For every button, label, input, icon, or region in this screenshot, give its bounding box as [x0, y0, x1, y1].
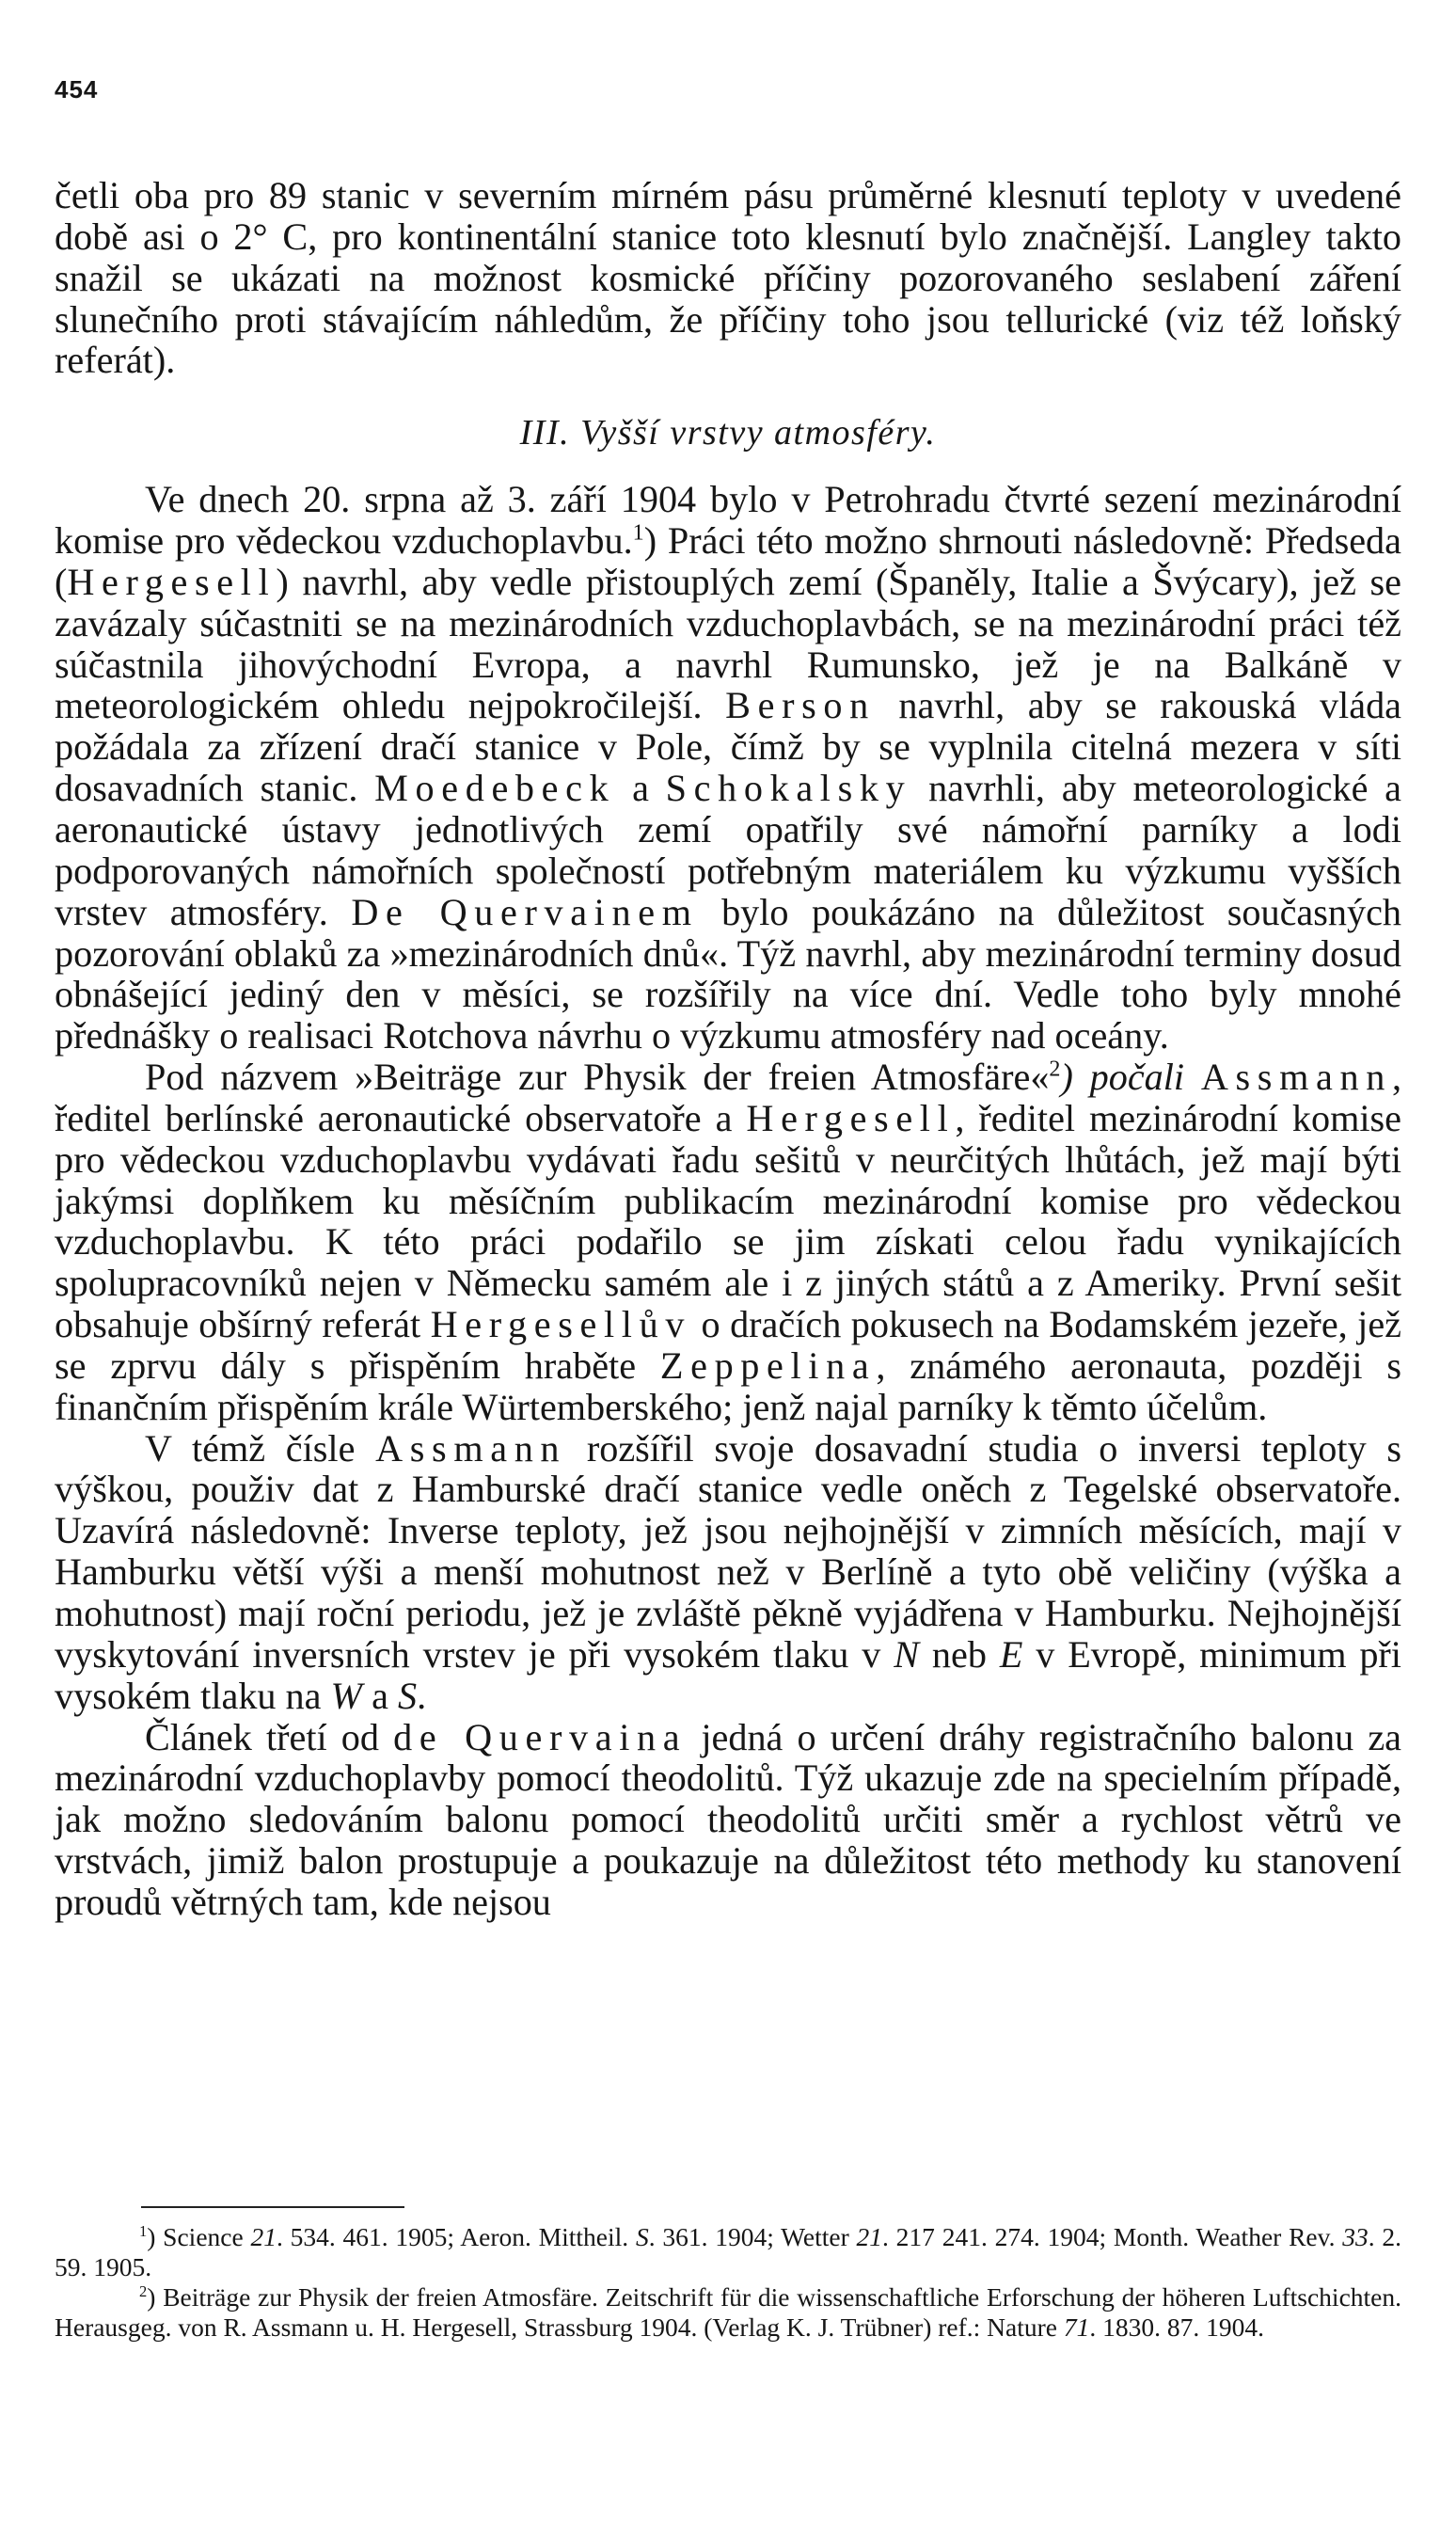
- person-name-zeppelin: Zeppelina: [659, 1343, 877, 1387]
- person-name-berson: Berson: [725, 684, 876, 727]
- person-name-hergesell-possessive: Hergesellův: [430, 1303, 692, 1346]
- text-run: navrhl, aby se rakouská vláda požádala za zřízení dračí stanice v Pole, čímž by se vyplnila citelná mezera v síti dosavadních stanic.: [55, 684, 1401, 810]
- person-name-hergesell: Hergesell: [746, 1096, 956, 1139]
- person-name-moedebeck: Moedebeck: [374, 767, 616, 810]
- paragraph-inversion: [55, 1428, 1401, 1717]
- person-name-schokalsky: Schokalsky: [665, 767, 912, 810]
- page-number: 454: [55, 75, 99, 103]
- text-run: jedná o určení dráhy registračního balonu za mezinárodní vzduchoplavby pomocí theodolitů. Týž ukazuje zde na specielním případě, jak možno sledováním balonu pomocí theodolitů určiti směr a rychlost větrů ve vrstvách, jimiž balon prostupuje a poukazuje na důležitost této methody ku stanovení proudů větrných tam, kde nejsou: [55, 1715, 1401, 1923]
- text-run: V témž čísle: [145, 1426, 376, 1470]
- paragraph-theodolite: [55, 1717, 1401, 1923]
- text-run: bylo poukázáno na důležitost současných pozorování oblaků za »mezinárodních dnů«. Týž navrhl, aby mezinárodní terminy dosud obnášející jediný den v měsíci, se rozšířily na více dní. Vedle toho byly mnohé přednášky o realisaci Rotchova návrhu o výzkumu atmosféry nad oceány.: [55, 890, 1402, 1057]
- text-run: o dračích pokusech na Bodamském jezeře, jež se zprvu dály s přispěním hraběte: [55, 1303, 1401, 1387]
- text-run: . 361. 1904; Wetter: [648, 2222, 857, 2251]
- text-run: ) Práci této možno shrnouti následovně: Předseda (: [55, 519, 1401, 603]
- text-run: navrhli, aby meteorologické a aeronautické ústavy jednotlivých zemí opatřily své námořní parníky a lodi podporovaných námořních společností potřebným materiálem ku výzkumu vyšších vrstev atmosféry.: [55, 767, 1401, 933]
- volume-number: S: [635, 2222, 649, 2251]
- text-run: ) počali: [1060, 1056, 1201, 1099]
- text-run: ) Science: [147, 2222, 251, 2251]
- text-run: rozšířil svoje dosavadní studia o inversi teploty s výškou, použiv dat z Hamburské dračí stanice vedle oněch z Tegelské observatoře. Uzavírá následovně: Inverse teploty, jež jsou nejhojnější v zimních měsících, mají v Hamburku větší výši a menší mohutnost než v Berlíně a tyto obě veličiny (výška a mohutnost) mají roční periodu, jež je zvláště pěkně vyjádřena v Hamburku. Nejhojnější vyskytování inversních vrstev je při vysokém tlaku v: [55, 1426, 1401, 1676]
- text-run: a: [615, 767, 666, 810]
- person-name-assmann: Assmann: [375, 1426, 567, 1470]
- text-run: . 534. 461. 1905; Aeron. Mittheil.: [276, 2222, 636, 2251]
- text-run: , ředitel mezinárodní komise pro vědeckou vzduchoplavbu vydávati řadu sešitů v neurčitých lhůtách, jež mají býti jakýmsi doplňkem ku měsíčním publikacím mezinárodní komise pro vědeckou vzduchoplavbu. K této práci podařilo se jim získati celou řadu vynikajících spolupracovníků nejen v Německu samém ale i z jiných států a z Ameriky. První sešit obsahuje obšírný referát: [55, 1096, 1401, 1346]
- direction-w: W: [330, 1674, 363, 1717]
- footnote-mark-2: 2: [139, 2281, 148, 2300]
- text-run: . 2. 59. 1905.: [55, 2222, 1402, 2281]
- volume-number: 33: [1342, 2222, 1369, 2251]
- text-run: ) Beiträge zur Physik der freien Atmosfäre. Zeitschrift für die wissenschaftliche Erforschung der höheren Luftschichten. Herausgeg. von R. Assmann u. H. Hergesell, Strassburg 1904. (Verlag K. J. Trübner) ref.: Nature: [55, 2282, 1401, 2342]
- text-run: , ředitel berlínské aeronautické observatoře a: [55, 1056, 1401, 1139]
- person-name-hergesell: Hergesell: [67, 560, 277, 603]
- footnotes: [55, 2222, 1401, 2343]
- footnote-ref-2: 2: [1049, 1057, 1061, 1082]
- text-run: , známého aeronauta, později s finančním přispěním krále Würtemberského; jenž najal parníky k těmto účelům.: [55, 1343, 1401, 1428]
- text-run: neb: [919, 1632, 1000, 1676]
- body-text: [55, 175, 1401, 1923]
- text-run: a: [362, 1674, 398, 1717]
- paragraph-commission: [55, 479, 1401, 1057]
- paragraph-continuation: [55, 175, 1401, 381]
- footnote-2: [55, 2282, 1401, 2343]
- person-name-de-quervain: De Quervainem: [351, 890, 699, 933]
- person-name-assmann: Assmann: [1200, 1056, 1392, 1099]
- footnote-ref-1: 1: [632, 520, 644, 546]
- paragraph-text: četli oba pro 89 stanic v severním mírném pásu průměrné klesnutí teploty v uvedené době asi o 2° C, pro kontinentální stanice toto klesnutí bylo značnější. Langley takto snažil se ukázati na možnost kosmické příčiny pozorovaného seslabení záření slunečního proti stávajícím náhledům, že příčiny toho jsou tellurické (viz též loňský referát).: [55, 174, 1401, 382]
- text-run: Článek třetí od: [145, 1715, 394, 1758]
- direction-s: S: [397, 1674, 418, 1717]
- text-run: .: [417, 1674, 427, 1717]
- text-run: ) navrhl, aby vedle přistouplých zemí (Španěly, Italie a Švýcary), jež se zavázaly súčastniti se na mezinárodních vzduchoplavbách, se na mezinárodní práci též súčastnila jihovýchodní Evropa, a navrhl Rumunsko, jež je na Balkáně v meteorologickém ohledu nejpokročilejší.: [55, 560, 1401, 727]
- footnote-1: [55, 2222, 1401, 2282]
- volume-number: 71: [1063, 2313, 1090, 2342]
- text-run: Ve dnech 20. srpna až 3. září 1904 bylo v Petrohradu čtvrté sezení mezinárodní komise pro vědeckou vzduchoplavbu.: [55, 478, 1401, 563]
- footnote-divider: [141, 2206, 404, 2208]
- text-run: v Evropě, minimum při vysokém tlaku na: [55, 1632, 1401, 1717]
- text-run: . 217 241. 274. 1904; Month. Weather Rev.: [882, 2222, 1343, 2251]
- paragraph-beitraege: [55, 1057, 1401, 1428]
- section-heading: III. Vyšší vrstvy atmosféry.: [519, 413, 937, 453]
- direction-n: N: [894, 1632, 920, 1676]
- person-name-de-quervain: de Quervaina: [393, 1715, 688, 1758]
- volume-number: 21: [856, 2222, 883, 2251]
- footnote-mark-1: 1: [139, 2221, 148, 2240]
- text-run: Pod názvem »Beiträge zur Physik der freien Atmosfäre«: [145, 1056, 1050, 1099]
- direction-e: E: [999, 1632, 1023, 1676]
- volume-number: 21: [250, 2222, 277, 2251]
- text-run: . 1830. 87. 1904.: [1089, 2313, 1264, 2342]
